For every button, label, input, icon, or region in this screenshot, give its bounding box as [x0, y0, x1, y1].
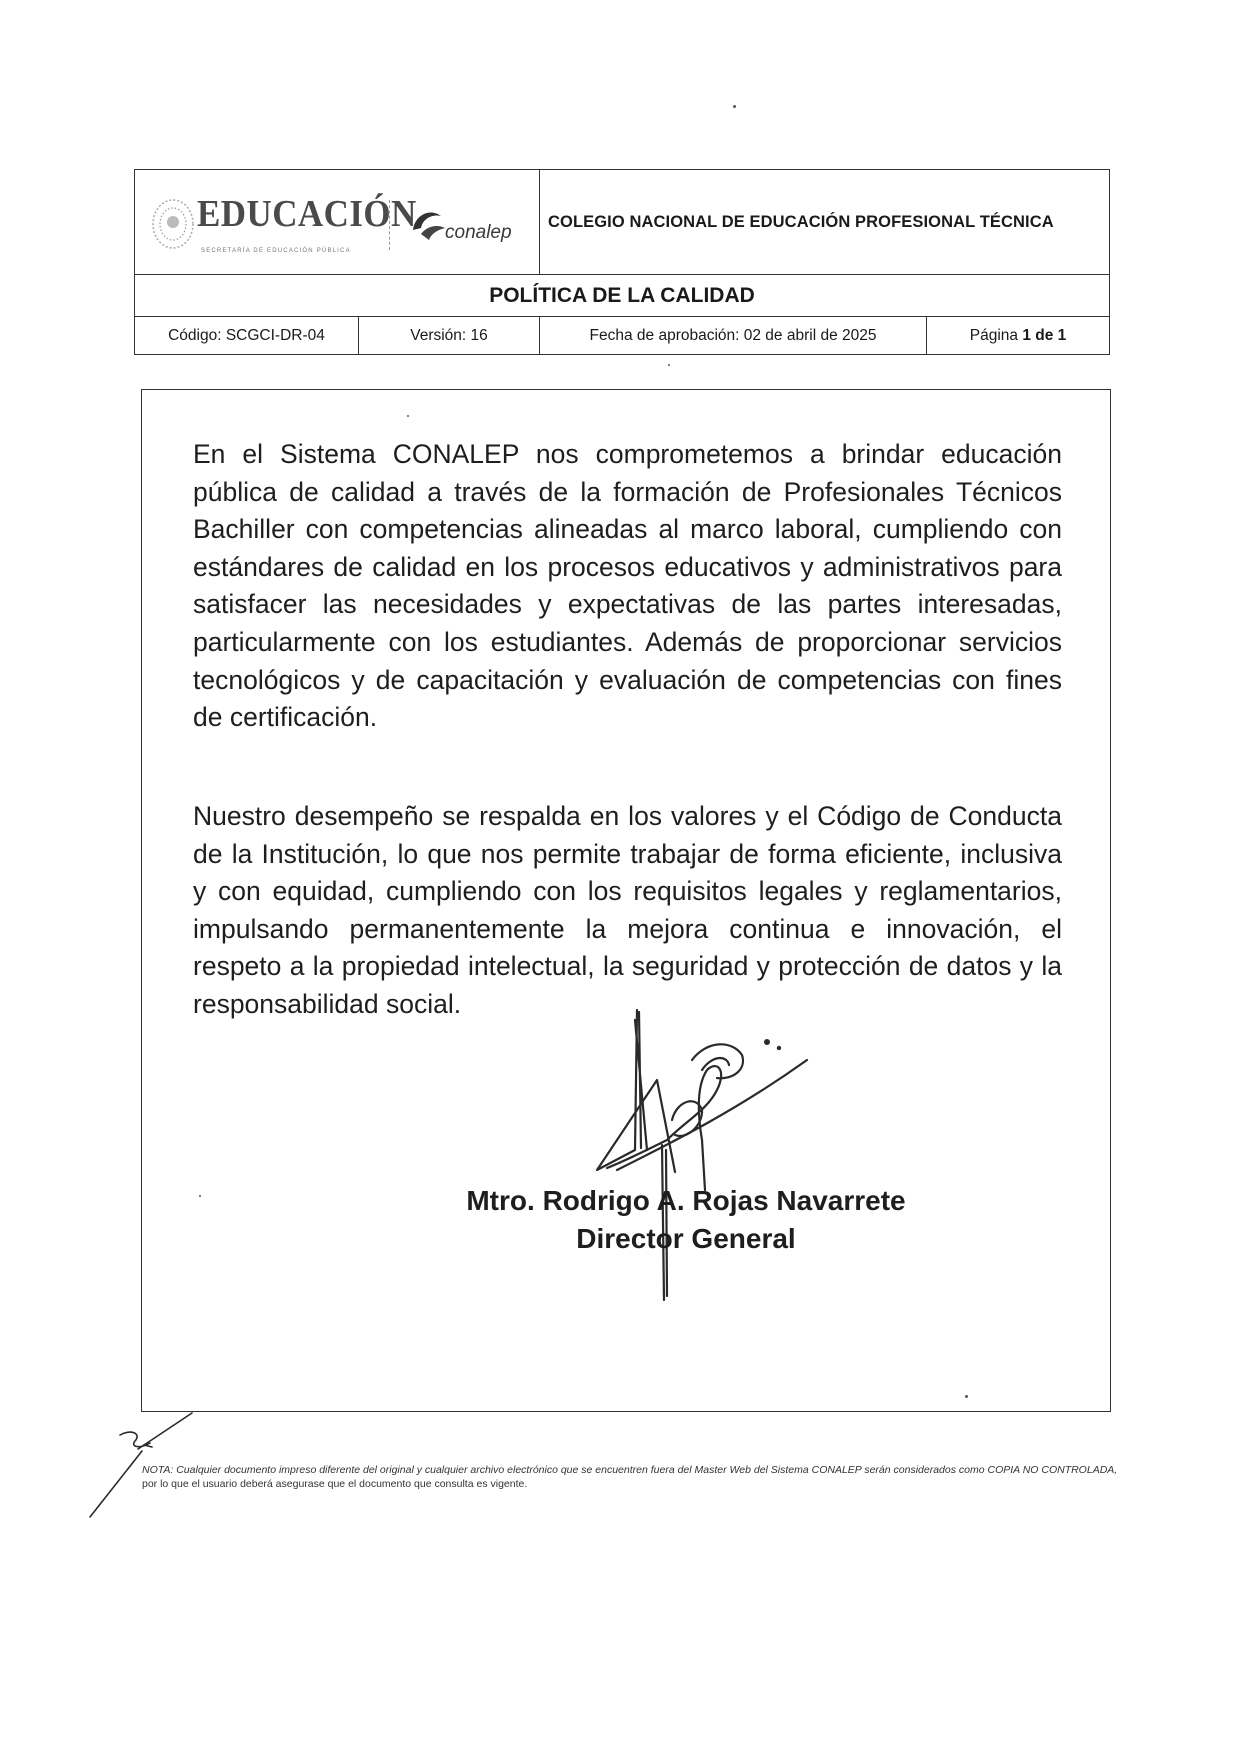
signer-name: Mtro. Rodrigo A. Rojas Navarrete — [466, 1185, 906, 1216]
scan-speck — [733, 105, 736, 108]
logo-divider — [389, 200, 390, 250]
footer-note-plain: por lo que el usuario deberá asegurase que el documento que consulta es vigente. — [142, 1478, 528, 1490]
document-version: Versión: 16 — [359, 317, 540, 355]
mexico-seal-icon — [149, 196, 197, 252]
footer-note — [142, 1463, 1132, 1491]
footer-note-italic: NOTA: Cualquier documento impreso diferente del original y cualquier archivo electrónico que se encuentren fuera del Master Web del Sistema CONALEP serán considerados como COPIA NO CONTROLADA, — [142, 1464, 1118, 1476]
signature-icon — [497, 1000, 897, 1310]
scan-speck — [965, 1395, 968, 1398]
approval-date: Fecha de aprobación: 02 de abril de 2025 — [540, 317, 927, 355]
page-label: Página — [969, 326, 1018, 344]
document-header — [134, 169, 1110, 355]
signer-title: Director General — [576, 1223, 796, 1254]
scan-speck — [668, 364, 670, 366]
institution-name: COLEGIO NACIONAL DE EDUCACIÓN PROFESIONAL TÉCNICA — [540, 170, 1110, 275]
page-value: 1 de 1 — [1022, 326, 1067, 344]
document-code: Código: SCGCI-DR-04 — [135, 317, 359, 355]
education-logo-subtitle: SECRETARÍA DE EDUCACIÓN PÚBLICA — [201, 248, 351, 254]
policy-paragraph-1: En el Sistema CONALEP nos comprometemos a brindar educación pública de calidad a través de la formación de Profesionales Técnicos Bachiller con competencias alineadas al marco laboral, cumpliendo con estándares de calidad en los procesos educativos y administrativos para satisfacer las necesidades y expectativas de las partes interesadas, particularmente con los estudiantes. Además de proporcionar servicios tecnológicos y de capacitación y evaluación de competencias con fines de certificación. — [193, 439, 1062, 733]
scan-speck — [407, 415, 409, 417]
document-title: POLÍTICA DE LA CALIDAD — [135, 275, 1110, 317]
scan-speck — [199, 1195, 201, 1197]
conalep-logo-wordmark: conalep — [445, 222, 512, 243]
policy-statement-box — [141, 389, 1111, 1412]
education-logo-wordmark: EDUCACIÓN — [197, 193, 417, 235]
policy-paragraph-2: Nuestro desempeño se respalda en los valores y el Código de Conducta de la Institución, lo que nos permite trabajar de forma eficiente, inclusiva y con equidad, cumpliendo con los requisitos legales y reglamentarios, impulsando permanentemente la mejora continua e innovación, el respeto a la propiedad intelectual, la seguridad y protección de datos y la responsabilidad social. — [193, 801, 1062, 1019]
page-number — [927, 317, 1110, 355]
logos-cell — [135, 170, 540, 275]
